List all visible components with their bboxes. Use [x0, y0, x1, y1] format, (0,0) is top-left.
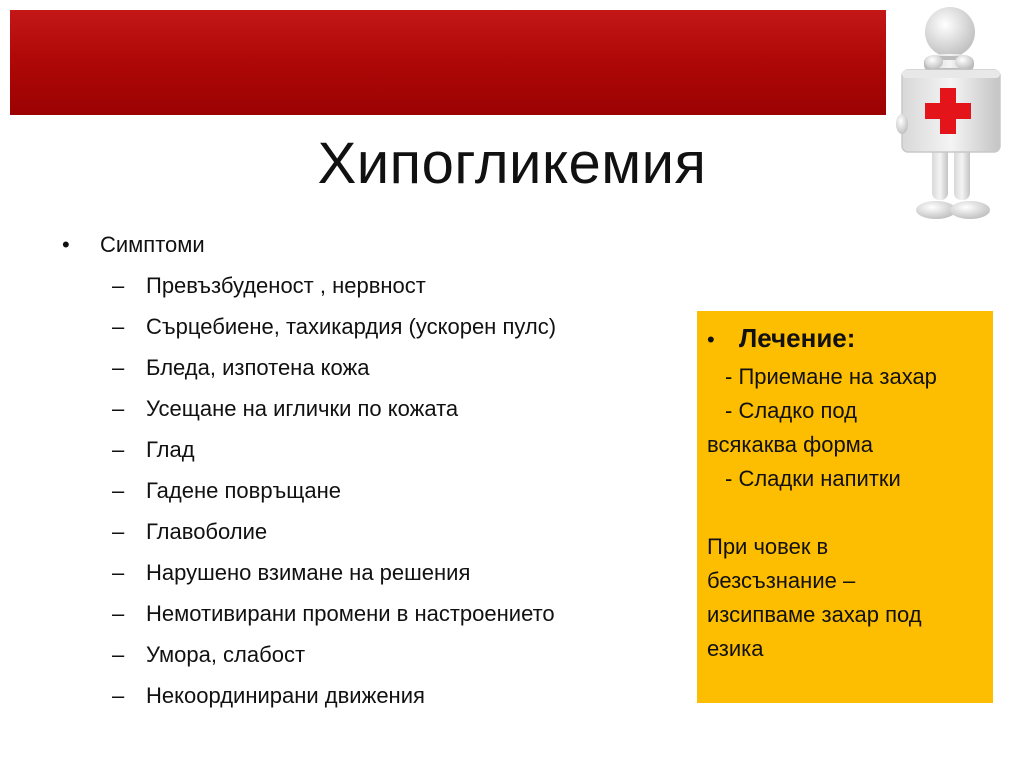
- treatment-box: [697, 311, 993, 703]
- title-banner: [10, 10, 886, 115]
- dash-icon: –: [112, 519, 125, 544]
- treatment-note: безсъзнание –: [707, 568, 856, 593]
- list-item: [62, 437, 702, 467]
- symptom-text: Бледа, изпотена кожа: [146, 355, 370, 380]
- symptom-text: Некоординирани движения: [146, 683, 425, 708]
- dash-icon: –: [112, 273, 125, 298]
- symptoms-label: Симптоми: [100, 232, 205, 257]
- symptom-text: Немотивирани промени в настроението: [146, 601, 555, 626]
- list-item: [62, 642, 702, 672]
- symptom-text: Превъзбуденост , нервност: [146, 273, 426, 298]
- treatment-line: - Сладки напитки: [725, 466, 901, 491]
- list-item: [62, 683, 702, 713]
- symptom-text: Гадене повръщане: [146, 478, 342, 503]
- spacer: [707, 496, 983, 530]
- dash-icon: –: [112, 478, 125, 503]
- bullet-icon: •: [62, 232, 70, 257]
- list-item: [62, 478, 702, 508]
- list-item: [62, 273, 702, 303]
- list-item: [62, 355, 702, 385]
- treatment-note: изсипваме захар под: [707, 602, 922, 627]
- treatment-heading: Лечение:: [739, 323, 856, 353]
- slide-title: Хипогликемия: [317, 131, 707, 196]
- dash-icon: –: [112, 560, 125, 585]
- symptoms-sublist: [62, 273, 702, 713]
- treatment-note: При човек в: [707, 534, 829, 559]
- symptom-text: Главоболие: [146, 519, 268, 544]
- dash-icon: –: [112, 437, 125, 462]
- list-item: [62, 519, 702, 549]
- list-item: [62, 560, 702, 590]
- dash-icon: –: [112, 642, 125, 667]
- treatment-line: всякаква форма: [707, 432, 874, 457]
- dash-icon: –: [112, 396, 125, 421]
- dash-icon: –: [112, 683, 125, 708]
- bullet-icon: •: [707, 327, 715, 352]
- treatment-line: - Сладко под: [725, 398, 857, 423]
- dash-icon: –: [112, 314, 125, 339]
- symptom-text: Нарушено взимане на решения: [146, 560, 471, 585]
- treatment-note: езика: [707, 636, 764, 661]
- treatment-heading-row: [707, 323, 983, 354]
- dash-icon: –: [112, 355, 125, 380]
- symptom-text: Умора, слабост: [146, 642, 306, 667]
- list-item: [62, 314, 702, 344]
- list-item: [62, 396, 702, 426]
- symptom-text: Глад: [146, 437, 195, 462]
- list-item: [62, 232, 702, 262]
- treatment-line: - Приемане на захар: [725, 364, 937, 389]
- dash-icon: –: [112, 601, 125, 626]
- symptoms-list: [62, 232, 702, 724]
- symptom-text: Сърцебиене, тахикардия (ускорен пулс): [146, 314, 557, 339]
- symptom-text: Усещане на иглички по кожата: [146, 396, 459, 421]
- list-item: [62, 601, 702, 631]
